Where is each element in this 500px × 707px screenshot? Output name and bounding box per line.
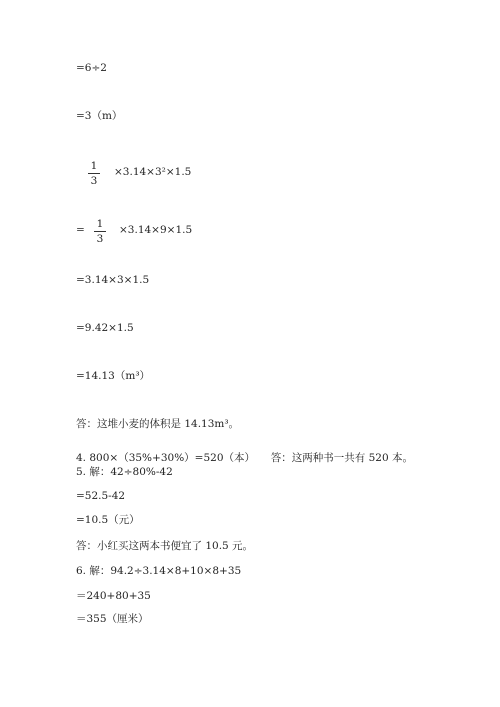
- fraction-denominator: 3: [90, 175, 98, 187]
- fraction-bar: [88, 173, 100, 174]
- fraction-numerator: 1: [96, 218, 104, 230]
- calc-line: =14.13（m³）: [76, 370, 151, 382]
- calc-line: =52.5-42: [76, 490, 126, 502]
- equals-sign: =: [76, 224, 85, 236]
- calc-line: ×3.14×3²×1.5: [114, 166, 192, 178]
- calc-line: =3.14×3×1.5: [76, 274, 150, 286]
- calc-line: ＝355（厘米）: [76, 613, 149, 625]
- fraction: [94, 218, 106, 245]
- problem-line: 5. 解：42÷80%-42: [76, 466, 173, 478]
- calc-line: ＝240+80+35: [76, 590, 151, 602]
- answer-line: 答：小红买这两本书便宜了 10.5 元。: [76, 540, 254, 552]
- fraction-denominator: 3: [96, 233, 104, 245]
- fraction: [88, 160, 100, 187]
- calc-line: =3（m）: [76, 110, 123, 122]
- fraction-numerator: 1: [90, 160, 98, 172]
- problem-line: 6. 解：94.2÷3.14×8+10×8+35: [76, 565, 242, 577]
- calc-line: =6÷2: [76, 62, 107, 74]
- calc-line: ×3.14×9×1.5: [119, 224, 193, 236]
- answer-line: 答：这堆小麦的体积是 14.13m³。: [76, 418, 240, 430]
- calc-line: =10.5（元）: [76, 514, 140, 526]
- calc-line: =9.42×1.5: [76, 322, 134, 334]
- fraction-bar: [94, 231, 106, 232]
- problem-line: 4. 800×（35%+30%）=520（本） 答：这两种书一共有 520 本。: [76, 452, 413, 464]
